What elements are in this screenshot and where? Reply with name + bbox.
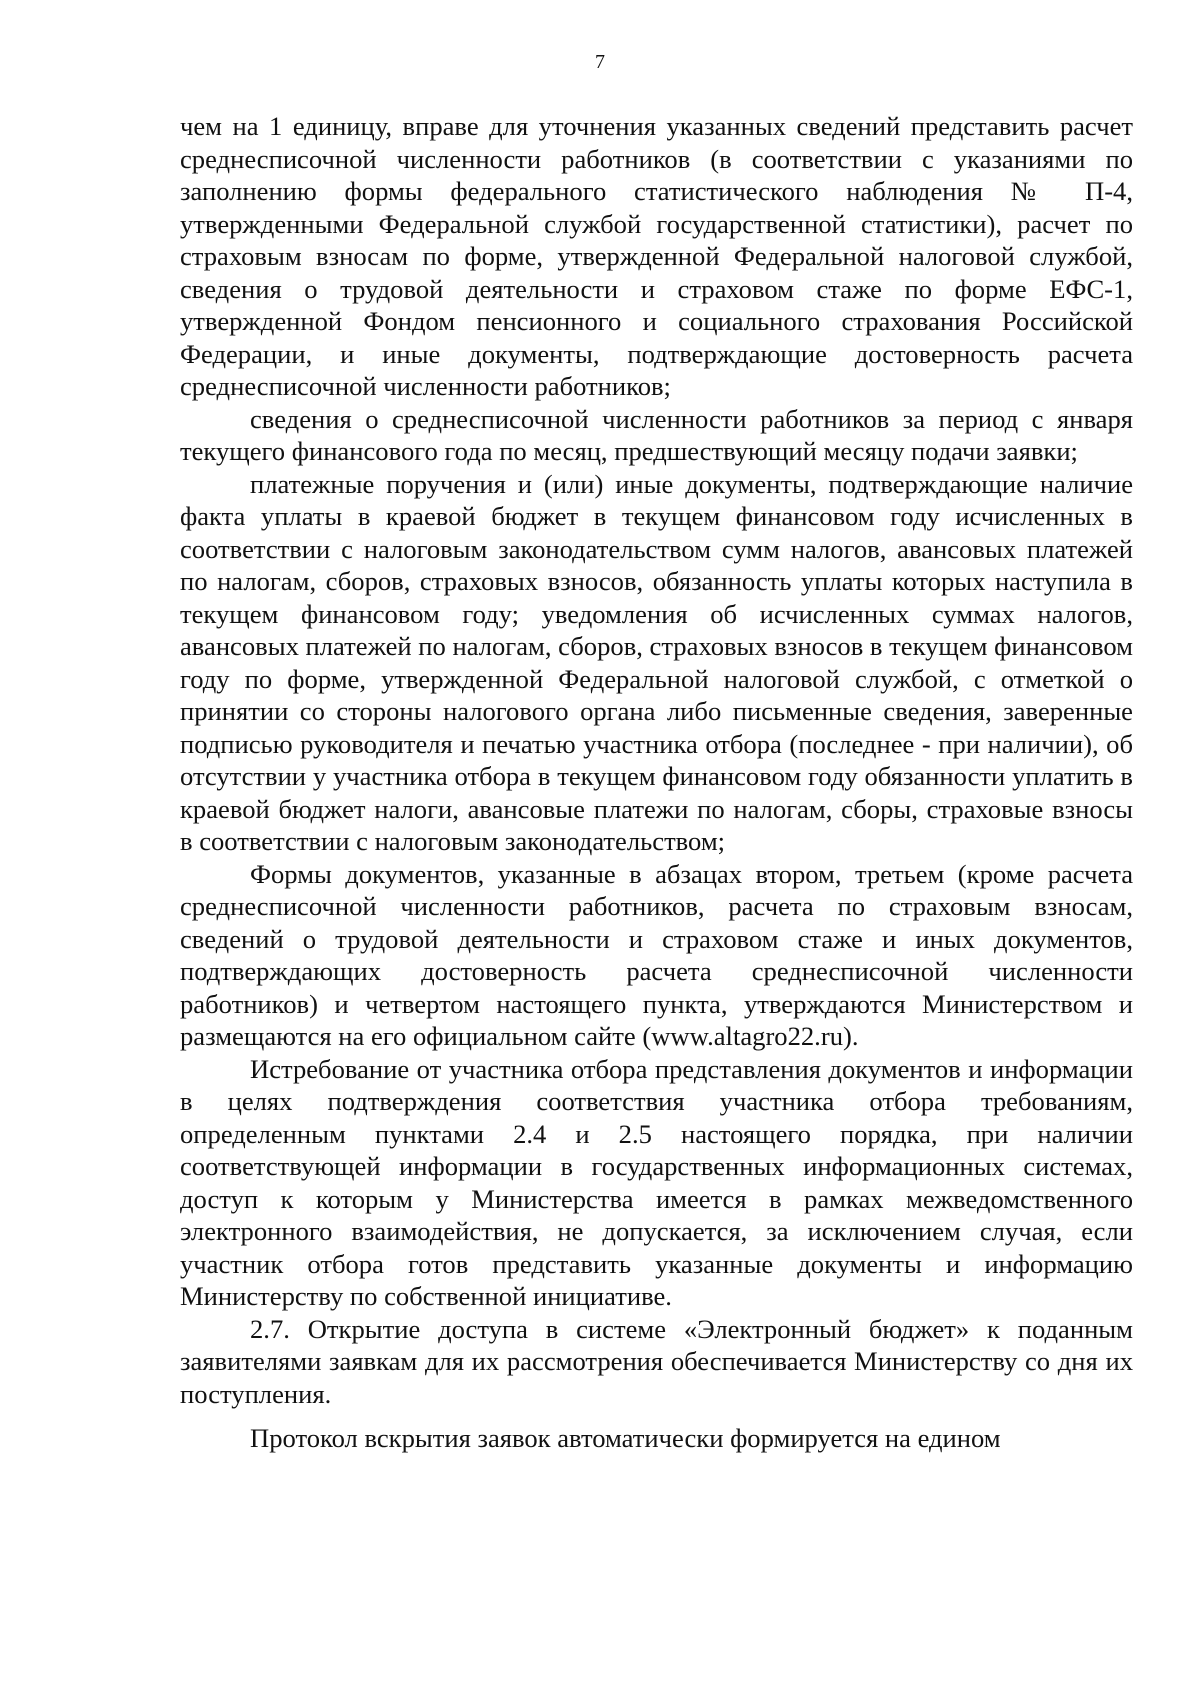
paragraph-document-forms: Формы документов, указанные в абзацах втором, третьем (кроме расчета среднесписочной численности работников, расчета по страховым взносам, сведений о трудовой деятельности и страховом стаже и иных документов, подтверждающих достоверность расчета среднесписочной численности работников) и четвертом настоящего пункта, утверждаются Министерством и размещаются на его официальном сайте (www.altagro22.ru). <box>180 858 1133 1051</box>
paragraph-continuation: чем на 1 единицу, вправе для уточнения указанных сведений представить расчет среднесписочной численности работников (в соответствии с указаниями по заполнению формы федерального статистического наблюдения № П-4, утвержденными Федеральной службой государственной статистики), расчет по страховым взносам по форме, утвержденной Федеральной налоговой службой, сведения о трудовой деятельности и страховом стаже по форме ЕФС-1, утвержденной Фондом пенсионного и социального страхования Российской Федерации, и иные документы, подтверждающие достоверность расчета среднесписочной численности работников; <box>180 111 1133 401</box>
document-body <box>180 110 1133 1455</box>
page-number: 7 <box>595 51 605 73</box>
paragraph-payment-orders: платежные поручения и (или) иные документы, подтверждающие наличие факта уплаты в краевой бюджет в текущем финансовом году исчисленных в соответствии с налоговым законодательством сумм налогов, авансовых платежей по налогам, сборов, страховых взносов, обязанность уплаты которых наступила в текущем финансовом году; уведомления об исчисленных суммах налогов, авансовых платежей по налогам, сборов, страховых взносов в текущем финансовом году по форме, утвержденной Федеральной налоговой службой, с отметкой о принятии со стороны налогового органа либо письменные сведения, заверенные подписью руководителя и печатью участника отбора (последнее - при наличии), об отсутствии у участника отбора в текущем финансовом году обязанности уплатить в краевой бюджет налоги, авансовые платежи по налогам, сборы, страховые взносы в соответствии с налоговым законодательством; <box>180 468 1133 856</box>
paragraph-average-headcount-info: сведения о среднесписочной численности работников за период с января текущего финансового года по месяц, предшествующий месяцу подачи заявки; <box>180 403 1133 466</box>
paragraph-document-request: Истребование от участника отбора представления документов и информации в целях подтверждения соответствия участника отбора требованиям, определенным пунктами 2.4 и 2.5 настоящего порядка, при наличии соответствующей информации в государственных информационных системах, доступ к которым у Министерства имеется в рамках межведомственного электронного взаимодействия, не допускается, за исключением случая, если участник отбора готов представить указанные документы и информацию Министерству по собственной инициативе. <box>180 1053 1133 1311</box>
paragraph-section-2-7: 2.7. Открытие доступа в системе «Электронный бюджет» к поданным заявителями заявкам для их рассмотрения обеспечивается Министерству со дня их поступления. <box>180 1313 1133 1409</box>
paragraph-opening-protocol: Протокол вскрытия заявок автоматически формируется на едином <box>250 1423 1001 1453</box>
